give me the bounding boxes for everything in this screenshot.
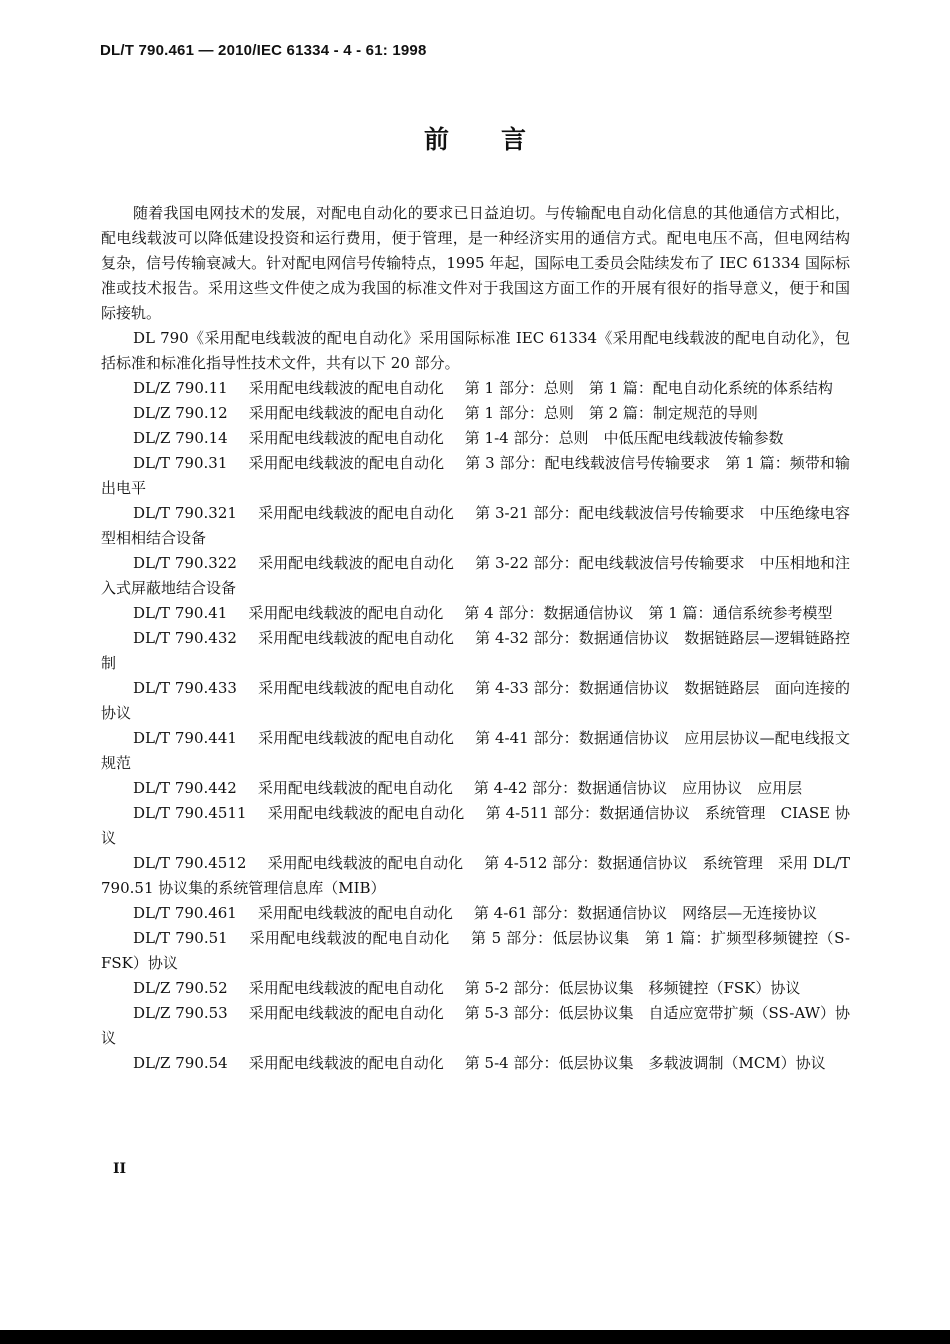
standard-name: 采用配电线载波的配电自动化 — [267, 854, 464, 872]
standard-part: 第 1 部分：总则 第 2 篇：制定规范的导则 — [464, 404, 758, 422]
standard-code: DL/T 790.321 — [133, 504, 237, 522]
standard-name: 采用配电线载波的配电自动化 — [258, 729, 455, 747]
standard-part: 第 1 部分：总则 第 1 篇：配电自动化系统的体系结构 — [464, 379, 833, 397]
standard-entry — [101, 501, 850, 551]
standard-part: 第 4-511 部分：数据通信协议 系统管理 CIASE 协议 — [101, 804, 850, 847]
standard-code: DL/Z 790.14 — [133, 429, 228, 447]
standard-entry — [101, 801, 850, 851]
standard-entry — [101, 1001, 850, 1051]
standard-entry — [101, 601, 850, 626]
standard-entry — [101, 376, 850, 401]
standard-part: 第 4-61 部分：数据通信协议 网络层—无连接协议 — [473, 904, 818, 922]
standard-name: 采用配电线载波的配电自动化 — [258, 629, 455, 647]
standard-entry — [101, 426, 850, 451]
standard-entry — [101, 1051, 850, 1076]
standard-code: DL/T 790.51 — [133, 929, 228, 947]
standard-code: DL/Z 790.54 — [133, 1054, 228, 1072]
standard-name: 采用配电线载波的配电自动化 — [258, 554, 455, 572]
standard-name: 采用配电线载波的配电自动化 — [248, 1004, 444, 1022]
standard-entry — [101, 851, 850, 901]
standard-name: 采用配电线载波的配电自动化 — [267, 804, 465, 822]
standard-entry — [101, 401, 850, 426]
standard-name: 采用配电线载波的配电自动化 — [248, 979, 444, 997]
standard-code: DL/T 790.433 — [133, 679, 237, 697]
standard-part: 第 5 部分：低层协议集 第 1 篇：扩频型移频键控（S-FSK）协议 — [101, 929, 850, 972]
standard-code: DL/T 790.322 — [133, 554, 237, 572]
standard-code: DL/Z 790.12 — [133, 404, 228, 422]
standard-part: 第 5-3 部分：低层协议集 自适应宽带扩频（SS-AW）协议 — [101, 1004, 851, 1047]
standard-code: DL/T 790.461 — [133, 904, 237, 922]
standard-name: 采用配电线载波的配电自动化 — [248, 604, 444, 622]
standard-entry — [101, 776, 850, 801]
standard-code: DL/T 790.31 — [133, 454, 228, 472]
standard-code: DL/Z 790.52 — [133, 979, 228, 997]
standard-part: 第 1-4 部分：总则 中低压配电线载波传输参数 — [464, 429, 784, 447]
page-title: 前言 — [423, 125, 578, 154]
standard-part: 第 3-22 部分：配电线载波信号传输要求 中压相地和注入式屏蔽地结合设备 — [101, 554, 850, 597]
standard-part: 第 5-2 部分：低层协议集 移频键控（FSK）协议 — [464, 979, 801, 997]
bottom-border — [0, 1330, 950, 1344]
standard-code: DL/T 790.432 — [133, 629, 237, 647]
standard-entry — [101, 551, 850, 601]
standard-name: 采用配电线载波的配电自动化 — [248, 404, 444, 422]
standard-code: DL/Z 790.53 — [133, 1004, 228, 1022]
standard-part: 第 4-512 部分：数据通信协议 系统管理 采用 DL/T 790.51 协议集的系统管理信息库（MIB） — [101, 854, 850, 897]
standard-name: 采用配电线载波的配电自动化 — [258, 504, 455, 522]
foreword-body — [101, 201, 850, 1076]
standard-name: 采用配电线载波的配电自动化 — [248, 429, 444, 447]
document-header: DL/T 790.461 — 2010/IEC 61334 - 4 - 61: 1998 — [100, 42, 427, 59]
standard-name: 采用配电线载波的配电自动化 — [248, 1054, 444, 1072]
standard-code: DL/Z 790.11 — [133, 379, 228, 397]
standard-name: 采用配电线载波的配电自动化 — [249, 929, 450, 947]
standard-code: DL/T 790.4511 — [133, 804, 247, 822]
standard-name: 采用配电线载波的配电自动化 — [257, 904, 453, 922]
standard-part: 第 3 部分：配电线载波信号传输要求 第 1 篇：频带和输出电平 — [101, 454, 850, 497]
standard-entry — [101, 926, 850, 976]
standard-code: DL/T 790.441 — [133, 729, 237, 747]
standard-part: 第 5-4 部分：低层协议集 多载波调制（MCM）协议 — [464, 1054, 826, 1072]
standard-part: 第 3-21 部分：配电线载波信号传输要求 中压绝缘电容型相相结合设备 — [101, 504, 850, 547]
standard-entry — [101, 676, 850, 726]
standard-name: 采用配电线载波的配电自动化 — [257, 779, 453, 797]
standard-code: DL/T 790.442 — [133, 779, 237, 797]
page-number: II — [113, 1161, 127, 1177]
standard-entry — [101, 901, 850, 926]
standard-part: 第 4 部分：数据通信协议 第 1 篇：通信系统参考模型 — [464, 604, 833, 622]
intro-paragraph-2: DL 790《采用配电线载波的配电自动化》采用国际标准 IEC 61334《采用配电线载波的配电自动化》，包括标准和标准化指导性技术文件，共有以下 20 部分。 — [101, 329, 850, 372]
standard-name: 采用配电线载波的配电自动化 — [248, 379, 444, 397]
standard-part: 第 4-32 部分：数据通信协议 数据链路层—逻辑链路控制 — [101, 629, 850, 672]
standard-name: 采用配电线载波的配电自动化 — [248, 454, 445, 472]
intro-paragraph-1: 随着我国电网技术的发展，对配电自动化的要求已日益迫切。与传输配电自动化信息的其他通信方式相比，配电线载波可以降低建设投资和运行费用，便于管理，是一种经济实用的通信方式。配电电压不高，但电网结构复杂，信号传输衰减大。针对配电网信号传输特点，1995 年起，国际电工委员会陆续发布了 IEC 61334 国际标准或技术报告。采用这些文件使之成为我国的标准文件对于我国这方面工作的开展有很好的指导意义，便于和国际接轨。 — [101, 204, 850, 322]
standard-entry — [101, 976, 850, 1001]
standard-entry — [101, 726, 850, 776]
standard-entry — [101, 626, 850, 676]
standard-part: 第 4-41 部分：数据通信协议 应用层协议—配电线报文规范 — [101, 729, 850, 772]
standard-part: 第 4-33 部分：数据通信协议 数据链路层 面向连接的协议 — [101, 679, 850, 722]
standards-list — [101, 376, 850, 1076]
standard-code: DL/T 790.41 — [133, 604, 228, 622]
standard-name: 采用配电线载波的配电自动化 — [258, 679, 455, 697]
standard-entry — [101, 451, 850, 501]
standard-code: DL/T 790.4512 — [133, 854, 247, 872]
standard-part: 第 4-42 部分：数据通信协议 应用协议 应用层 — [473, 779, 803, 797]
